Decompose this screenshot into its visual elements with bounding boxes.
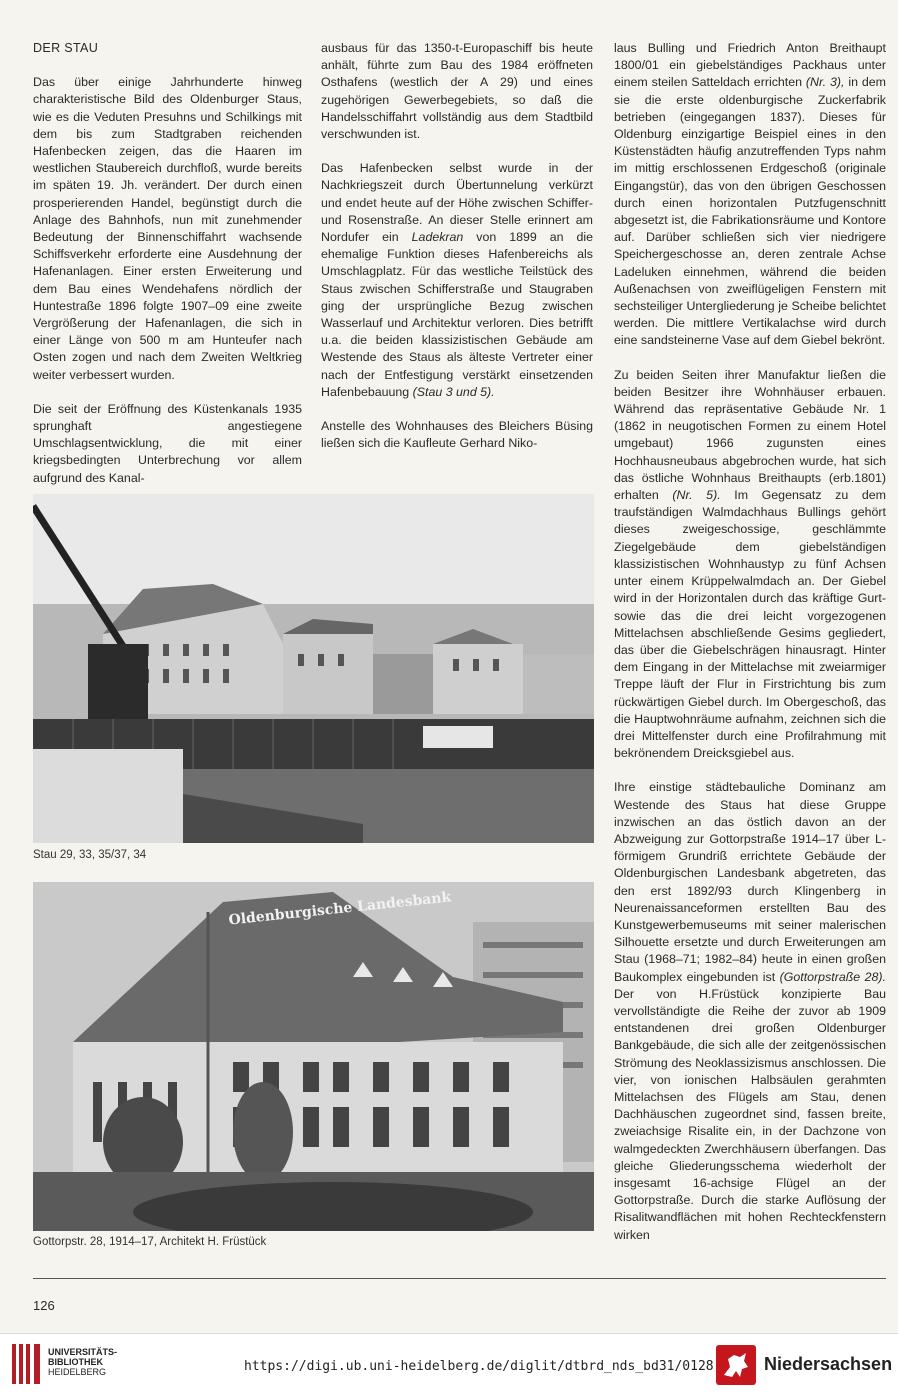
paragraph: ausbaus für das 1350-t-Europaschiff bis heute anhält, führte zum Bau des 1984 eröffneten Osthafens (westlich der A 29) und eines zugehörigen Gewerbegebiets, so daß die Handelsschiffahrt vollständig aus dem Stadtbild verschwunden ist.: [321, 41, 593, 142]
niedersachsen-horse-icon: [716, 1345, 756, 1385]
photo-caption: Gottorpstr. 28, 1914–17, Architekt H. Früstück: [33, 1236, 267, 1248]
paragraph: Das über einige Jahrhunderte hinweg charakteristische Bild des Oldenburger Staus, wie es die Veduten Presuhns und Schilkings mit dem bis zum Stadtgraben reichenden Hafenbecken zeigen, das die Haaren im westlichen Staubereich durchfloß, wurde bereits im späten 19. Jh. verändert. Der durch einen prosperierenden Handel, begünstigt durch die Anlage des Bahnhofs, nun mit zunehmender Bedeutung der Binnenschiffahrt wachsende Schiffsverkehr erforderte eine Ausdehnung der Hafenanlagen. Einer ersten Erweiterung und dem Bau eines Wendehafens nördlich der Huntestraße 1896 folgte 1907–09 eine zweite Vergrößerung der Hafenanlagen, die sich in einer Länge von 500 m am Hunteufer nach Osten zogen und nach dem Zweiten Weltkrieg weiter verbessert wurden.: [33, 75, 302, 382]
state-name: Niedersachsen: [764, 1354, 893, 1374]
text-column-3: [614, 40, 886, 1261]
library-footer: [0, 1333, 898, 1397]
bank-sign: Oldenburgische Landesbank: [227, 889, 452, 929]
paragraph: Zu beiden Seiten ihrer Manufaktur ließen die beiden Besitzer ihre Wohnhäuser erbauen. Während das repräsentative Gebäude Nr. 1 (1862 in neugotischen Formen zu einem Hotel umgebaut) 1966 zugunsten eines Hochhausneubaus abgebrochen wurde, hat sich das östliche Wohnhaus Breithaupts (erb.1801) erhalten (Nr. 5). Im Gegensatz zu dem traufständigen Walmdachhaus Bullings gehört dieses zweigeschossige, geschlämmte Ziegelgebäude dem giebelständigen klassizistischen Wohnhaustyp zu fünf Achsen unter einem Krüppelwalmdach an. Der Giebel wird in der Horizontalen durch das kräftige Gurt- sowie das die drei leicht vorgezogenen Mittelachsen abschließende Gesims gegliedert, das über die Giebelschrägen hinausragt. Hinter dem Eingang in der Mittelachse mit zweiarmiger Treppe läuft der Flur in Firstrichtung bis zum rückwärtigen Giebel durch. Im Obergeschoß, das die Hauptwohnräume aufnahm, zeichnen sich die drei Mittelfenster durch eine Profilrahmung mit bekrönendem Dreicksgiebel aus.: [614, 367, 886, 761]
text-column-2: [321, 40, 593, 469]
page-number: 126: [33, 1298, 55, 1313]
paragraph: Anstelle des Wohnhauses des Bleichers Büsing ließen sich die Kaufleute Gerhard Niko-: [321, 419, 593, 451]
footer-rule: [33, 1278, 886, 1279]
library-name: UNIVERSITÄTS- BIBLIOTHEK HEIDELBERG: [48, 1347, 118, 1377]
section-heading: DER STAU: [33, 41, 99, 55]
university-library-logo-icon: [10, 1342, 42, 1386]
landesbank-photo: [33, 882, 594, 1231]
paragraph: laus Bulling und Friedrich Anton Breithaupt 1800/01 ein giebelständiges Packhaus unter einem steilen Satteldach errichten (Nr. 3), in dem sie die erste oldenburgische Zuckerfabrik betrieben (eingegangen 1837). Dieses für Oldenburg einzigartige Beispiel eines in den Küstenstädten häufig anzutreffenden Typs nahm im mittig erschlossenen Erdgeschoß (originale Eingangstür), das von den übrigen Geschossen durch einen horizontalen Putzfugenschnitt abgesetzt ist, die Fabrikationsräume und Kontore auf. Darüber schließen sich vier niedrigere Speichergeschosse an, deren zentrale Achse Ladeluken einnehmen, während die beiden Außenachsen von zweiflügeligen Fenstern mit sechsteiliger Untergliederung je Scheibe belichtet werden. Die mittlere Vertikalachse wird durch eine sandsteinerne Vase auf dem Giebel bekrönt.: [614, 41, 886, 348]
permalink-url[interactable]: https://digi.ub.uni-heidelberg.de/diglit/dtbrd_nds_bd31/0128: [244, 1359, 714, 1374]
paragraph: Die seit der Eröffnung des Küstenkanals 1935 sprunghaft angestiegene Umschlagsentwicklung, die mit einer kriegsbedingten Unterbrechung vor allem aufgrund des Kanal-: [33, 401, 302, 485]
text-column-1: [33, 40, 302, 504]
photo-caption: Stau 29, 33, 35/37, 34: [33, 849, 147, 861]
paragraph: Ihre einstige städtebauliche Dominanz am Westende des Staus hat diese Gruppe inzwischen an das östlich davon an der Abzweigung zur Gottorpstraße 1914–17 über L-förmigem Grundriß errichtete Gebäude der Oldenburgischen Landesbank abgetreten, das den erst 1892/93 durch Klingenberg in Neurenaissanceformen erstellten Bau des Kunstgewerbemuseums mit seiner malerischen Silhouette ersetzte und durch Erweiterungen am Stau (1968–71; 1982–84) heute in einen großen Baukomplex eingebunden ist (Gottorpstraße 28). Der von H.Früstück konzipierte Bau vervollständigte die Reihe der zuvor ab 1909 entstandenen drei großen Oldenburger Bankgebäude, die sich alle der zeitgenössischen Strömung des Neoklassizismus anschlossen. Die vier, von ionischen Halbsäulen gerahmten Mittelachsen des Flügels am Stau, denen Dachhäuschen zugeordnet sind, fassen breite, zweiachsige Risalite ein, in der Dachzone von walmgedeckten Zwerchhäusern überfangen. Das gleiche Gliederungsschema wiederholt der insgesamt 16-achsige Flügel an der Gottorpstraße. Durch die starke Auflösung der Risalitwandflächen mit hohen Rechteckfenstern wirken: [614, 780, 886, 1242]
paragraph: Das Hafenbecken selbst wurde in der Nachkriegszeit durch Übertunnelung verkürzt und endet heute auf der Höhe zwischen Schiffer- und Rosenstraße. An dieser Stelle erinnert am Nordufer ein Ladekran von 1899 an die ehemalige Funktion dieses Hafenbereichs als Umschlagplatz. Für das westliche Teilstück des Staus zwischen Schifferstraße und Staugraben ging der ursprüngliche Bezug zwischen Wasserlauf und Architektur verloren. Dies betrifft u.a. die beiden klassizistischen Gebäude am Westende des Staus als älteste Vertreter einer nach der Entfestigung verstärkt einsetzenden Hafenbebauung (Stau 3 und 5).: [321, 161, 593, 399]
harbour-photo: [33, 494, 594, 843]
